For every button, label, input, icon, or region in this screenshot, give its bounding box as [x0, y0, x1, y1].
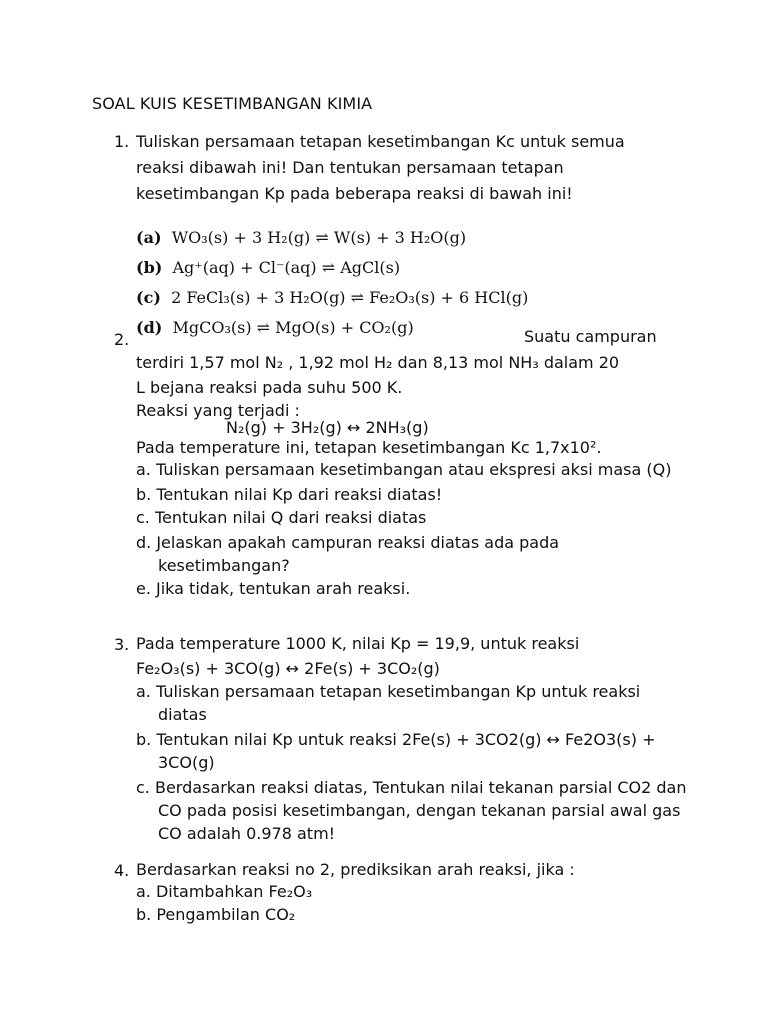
list-item: b. Pengambilan CO₂ — [136, 905, 296, 924]
q1-line: kesetimbangan Kp pada beberapa reaksi di bawah ini! — [136, 184, 573, 203]
reaction-a — [136, 228, 466, 247]
list-item: a. Tuliskan persamaan tetapan kesetimbangan Kp untuk reaksi diatas — [136, 682, 641, 724]
q3-number: 3. — [114, 635, 130, 654]
reaction-c — [136, 288, 528, 307]
q1-line: reaksi dibawah ini! Dan tentukan persamaan tetapan — [136, 158, 564, 177]
reaction-label: (a) — [136, 228, 162, 247]
reaction-text: MgCO₃(s) ⇌ MgO(s) + CO₂(g) — [172, 318, 414, 337]
q2-items — [136, 458, 676, 600]
list-item: b. Tentukan nilai Kp untuk reaksi 2Fe(s) + 3CO2(g) ↔ Fe2O3(s) + 3CO(g) — [136, 730, 656, 772]
list-item: c. Berdasarkan reaksi diatas, Tentukan nilai tekanan parsial CO2 dan CO pada posisi kesetimbangan, dengan tekanan parsial awal gas CO adalah 0.978 atm! — [136, 778, 687, 843]
q2-line1-tail: Suatu campuran — [524, 327, 657, 346]
reaction-label: (c) — [136, 288, 161, 307]
page-title: SOAL KUIS KESETIMBANGAN KIMIA — [92, 94, 373, 113]
reaction-label: (d) — [136, 318, 163, 337]
q3-items — [136, 680, 687, 845]
q2-line: Reaksi yang terjadi : — [136, 401, 300, 420]
q2-line: L bejana reaksi pada suhu 500 K. — [136, 378, 403, 397]
reaction-text: Ag⁺(aq) + Cl⁻(aq) ⇌ AgCl(s) — [172, 258, 401, 277]
q4-items — [136, 880, 676, 926]
q2-line: terdiri 1,57 mol N₂ , 1,92 mol H₂ dan 8,13 mol NH₃ dalam 20 — [136, 353, 620, 372]
list-item: a. Ditambahkan Fe₂O₃ — [136, 882, 313, 901]
list-item: c. Tentukan nilai Q dari reaksi diatas — [136, 508, 427, 527]
list-item: a. Tuliskan persamaan kesetimbangan atau ekspresi aksi masa (Q) — [136, 460, 672, 479]
q2-line: Pada temperature ini, tetapan kesetimbangan Kc 1,7x10². — [136, 438, 602, 457]
q2-number: 2. — [114, 330, 130, 349]
q3-reaction: Fe₂O₃(s) + 3CO(g) ↔ 2Fe(s) + 3CO₂(g) — [136, 659, 440, 678]
reaction-text: 2 FeCl₃(s) + 3 H₂O(g) ⇌ Fe₂O₃(s) + 6 HCl(g) — [171, 288, 529, 307]
q3-line: Pada temperature 1000 K, nilai Kp = 19,9, untuk reaksi — [136, 634, 580, 653]
reaction-text: WO₃(s) + 3 H₂(g) ⇌ W(s) + 3 H₂O(g) — [171, 228, 467, 247]
reaction-label: (b) — [136, 258, 163, 277]
q2-reaction: N₂(g) + 3H₂(g) ↔ 2NH₃(g) — [226, 418, 429, 437]
list-item: e. Jika tidak, tentukan arah reaksi. — [136, 579, 411, 598]
q4-number: 4. — [114, 861, 130, 880]
reaction-d — [136, 318, 414, 337]
q4-line: Berdasarkan reaksi no 2, prediksikan arah reaksi, jika : — [136, 860, 575, 879]
reaction-b — [136, 258, 400, 277]
list-item: b. Tentukan nilai Kp dari reaksi diatas! — [136, 485, 443, 504]
q1-number: 1. — [114, 132, 130, 151]
q2-text — [136, 350, 619, 421]
q1-text — [136, 129, 625, 207]
q1-line: Tuliskan persamaan tetapan kesetimbangan Kc untuk semua — [136, 132, 625, 151]
list-item: d. Jelaskan apakah campuran reaksi diatas ada pada kesetimbangan? — [136, 533, 560, 575]
